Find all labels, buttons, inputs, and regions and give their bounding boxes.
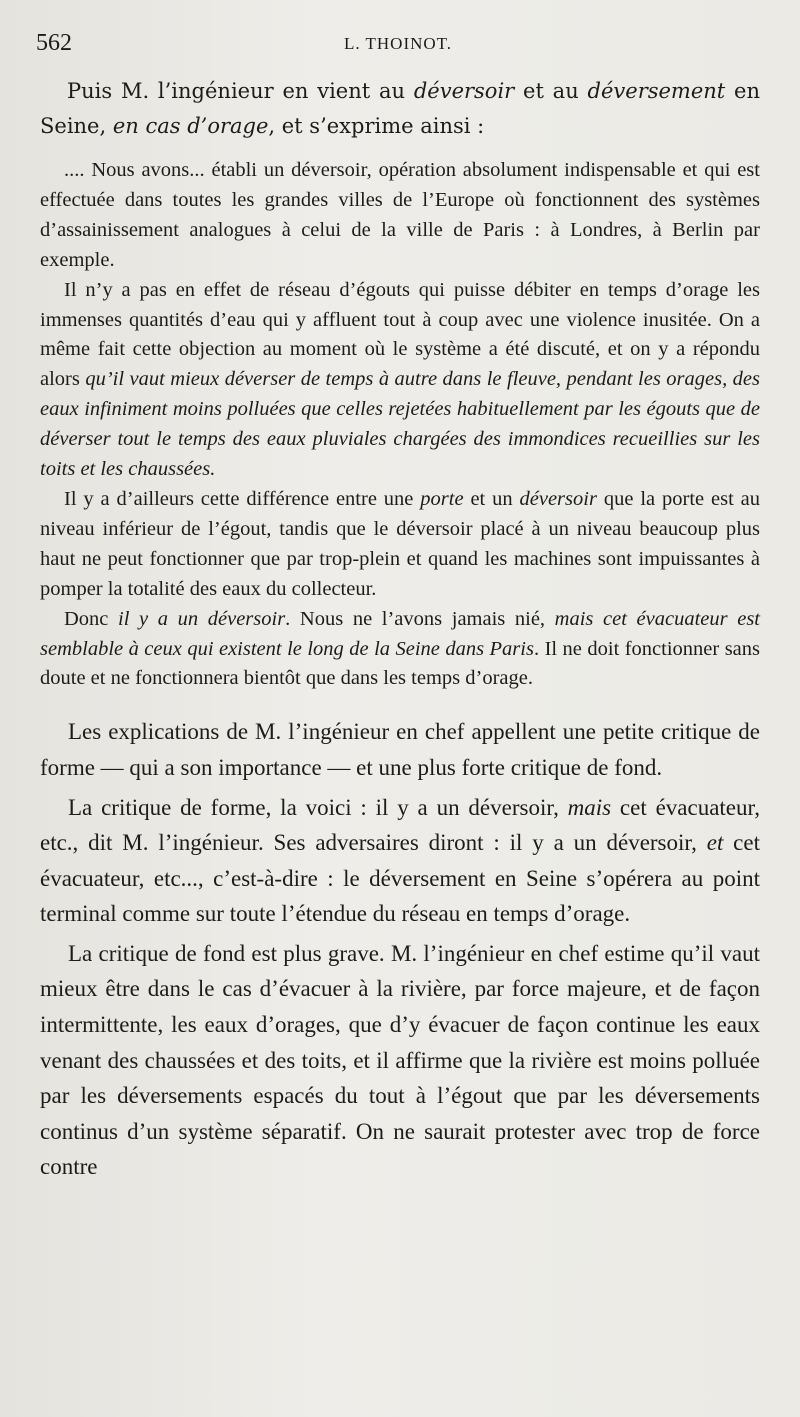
quote-paragraph <box>40 276 760 485</box>
running-head: L. THOINOT. <box>343 34 453 53</box>
text-run: et un <box>463 487 520 510</box>
text-run: et <box>706 830 724 856</box>
text-run: et au <box>514 79 588 103</box>
page-number: 562 <box>36 30 72 56</box>
page-body <box>40 74 760 1189</box>
quote-paragraph <box>40 156 760 276</box>
text-run: Puis M. l’ingénieur en vient au <box>67 79 414 103</box>
text-run: il y a un déversoir <box>118 607 286 630</box>
intro-paragraph <box>40 74 760 144</box>
text-run: Donc <box>64 607 119 630</box>
commentary-paragraph <box>40 714 760 785</box>
text-run: en cas d’orage <box>112 114 269 138</box>
page-header <box>36 30 760 64</box>
quote-paragraph <box>40 485 760 605</box>
text-run: La critique de forme, la voici : il y a un déversoir, <box>68 794 568 820</box>
text-run: déversoir <box>519 487 597 510</box>
text-run: La critique de fond est plus grave. M. l’ingénieur en chef estime qu’il vaut mieux être dans le cas d’évacuer à la rivière, par force majeure, et de façon intermittente, les eaux d’orages, que d’y évacuer de façon continue les eaux venant des chaussées et des toits, et il affirme que la rivière est moins polluée par les déversements espacés du tout à l’égout que par les déversements continus d’un système séparatif. On ne saurait protester avec trop de force contre <box>40 940 760 1180</box>
text-run: mais <box>567 794 612 820</box>
quoted-passage <box>40 156 760 694</box>
text-run: .... Nous avons... établi un déversoir, opération absolument indispensable et qui est effectuée dans toutes les grandes villes de l’Europe où fonctionnent des systèmes d’assainissement analogues à celui de la ville de Paris : à Londres, à Berlin par exemple. <box>40 159 760 271</box>
text-run: Il n’y a pas en effet de réseau d’égouts qui puisse débiter en temps d’orage les immenses quantités d’eau qui y affluent tout à coup avec une violence inusitée. On a même fait cette objection au moment où le système a été discuté, et on y a répondu alors <box>40 278 760 391</box>
text-run: , et s’exprime ainsi : <box>268 114 485 138</box>
text-run: que la porte est au niveau inférieur de l’égout, tandis que le déversoir placé à un niveau beaucoup plus haut ne peut fonctionner que par trop-plein et quand les machines sont impuissantes à pomper la totalité des eaux du collecteur. <box>40 487 760 600</box>
text-run: déversoir <box>413 79 515 103</box>
text-run: qu’il vaut mieux déverser de temps à autre dans le fleuve, pendant les orages, des eaux infiniment moins polluées que celles rejetées habituellement par les égouts que de déverser tout le temps des eaux pluviales chargées des immondices recueillies sur les toits et les chaussées. <box>40 368 760 481</box>
commentary-paragraph <box>40 936 760 1185</box>
text-run: cet évacuateur, etc..., c’est-à-dire : le déversement en Seine s’opérera au point terminal comme sur toute l’étendue du réseau en temps d’orage. <box>40 830 760 927</box>
commentary-text <box>40 714 760 1185</box>
text-run: porte <box>420 487 464 510</box>
text-run: . Il ne doit fonctionner sans doute et ne fonctionnera bientôt que dans les temps d’orage. <box>40 637 760 690</box>
quote-paragraph <box>40 605 760 695</box>
text-run: en Seine, <box>40 79 760 138</box>
text-run: cet évacuateur, etc., dit M. l’ingénieur. Ses adversaires diront : il y a un déversoir, <box>40 794 760 856</box>
text-run: déversement <box>587 79 726 103</box>
text-run: mais cet évacuateur est semblable à ceux qui existent le long de la Seine dans Paris <box>40 607 760 660</box>
commentary-paragraph <box>40 790 760 932</box>
text-run: Il y a d’ailleurs cette différence entre une <box>64 487 421 510</box>
text-run: Les explications de M. l’ingénieur en chef appellent une petite critique de forme — qui a son importance — et une plus forte critique de fond. <box>40 719 760 780</box>
text-run: . Nous ne l’avons jamais nié, <box>285 607 555 630</box>
